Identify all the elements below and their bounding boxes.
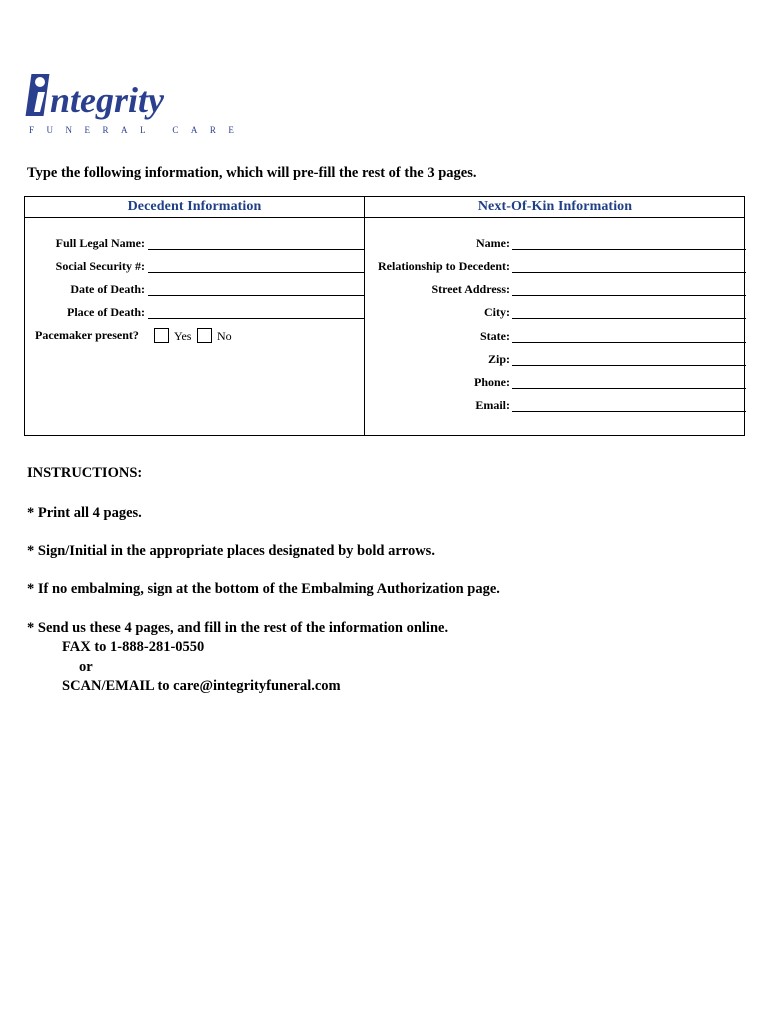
fax-number: FAX to 1-888-281-0550 xyxy=(62,639,205,655)
place-of-death-field[interactable] xyxy=(148,304,364,319)
nok-name-row xyxy=(365,236,510,254)
nok-state-row xyxy=(365,329,510,347)
nok-email-label: Email: xyxy=(475,398,510,412)
place-of-death-label: Place of Death: xyxy=(67,305,145,319)
nok-phone-label: Phone: xyxy=(474,375,510,389)
svg-text:ntegrity: ntegrity xyxy=(50,80,164,120)
nok-relationship-row xyxy=(365,259,510,277)
integrity-logo xyxy=(26,70,247,140)
instruction-item: * Send us these 4 pages, and fill in the rest of the information online. xyxy=(27,620,449,636)
social-security-field[interactable] xyxy=(148,258,364,273)
pacemaker-yes-label: Yes xyxy=(174,329,192,343)
nok-zip-label: Zip: xyxy=(487,352,510,366)
date-of-death-field[interactable] xyxy=(148,281,364,296)
pacemaker-no-label: No xyxy=(217,329,232,343)
nok-email-row xyxy=(365,398,510,416)
social-security-row xyxy=(25,259,145,277)
nok-city-field[interactable] xyxy=(512,304,746,319)
nok-name-field[interactable] xyxy=(512,235,746,250)
header-divider xyxy=(25,217,744,218)
nok-state-field[interactable] xyxy=(512,328,746,343)
decedent-heading: Decedent Information xyxy=(127,199,262,214)
pacemaker-yes-checkbox[interactable] xyxy=(154,328,169,343)
nok-street-label: Street Address: xyxy=(431,282,510,296)
svg-text:FUNERAL CARE: FUNERAL CARE xyxy=(29,125,247,135)
nok-street-field[interactable] xyxy=(512,281,746,296)
scan-email-text: SCAN/EMAIL to care@integrityfuneral.com xyxy=(62,678,341,694)
pacemaker-row xyxy=(35,328,139,343)
or-text: or xyxy=(79,659,93,675)
next-of-kin-heading: Next-Of-Kin Information xyxy=(477,199,633,214)
pacemaker-no-checkbox[interactable] xyxy=(197,328,212,343)
instruction-item: * If no embalming, sign at the bottom of the Embalming Authorization page. xyxy=(27,581,500,597)
information-form xyxy=(24,196,745,436)
nok-phone-row xyxy=(365,375,510,393)
nok-zip-row xyxy=(365,352,510,370)
date-of-death-label: Date of Death: xyxy=(70,282,145,296)
nok-relationship-label: Relationship to Decedent: xyxy=(378,259,510,273)
full-legal-name-row xyxy=(25,236,145,254)
full-legal-name-label: Full Legal Name: xyxy=(55,236,145,250)
place-of-death-row xyxy=(25,305,145,323)
full-legal-name-field[interactable] xyxy=(148,235,364,250)
nok-email-field[interactable] xyxy=(512,397,746,412)
instructions-heading: INSTRUCTIONS: xyxy=(27,465,143,481)
pacemaker-label: Pacemaker present? xyxy=(35,328,139,342)
nok-city-row xyxy=(365,305,510,323)
instruction-item: * Sign/Initial in the appropriate places designated by bold arrows. xyxy=(27,543,435,559)
nok-phone-field[interactable] xyxy=(512,374,746,389)
date-of-death-row xyxy=(25,282,145,300)
social-security-label: Social Security #: xyxy=(55,259,145,273)
nok-name-label: Name: xyxy=(476,236,510,250)
nok-relationship-field[interactable] xyxy=(512,258,746,273)
nok-zip-field[interactable] xyxy=(512,351,746,366)
nok-street-row xyxy=(365,282,510,300)
intro-text: Type the following information, which will pre-fill the rest of the 3 pages. xyxy=(27,165,477,181)
instruction-item: * Print all 4 pages. xyxy=(27,505,142,521)
nok-state-label: State: xyxy=(480,329,510,343)
nok-city-label: City: xyxy=(484,305,510,319)
